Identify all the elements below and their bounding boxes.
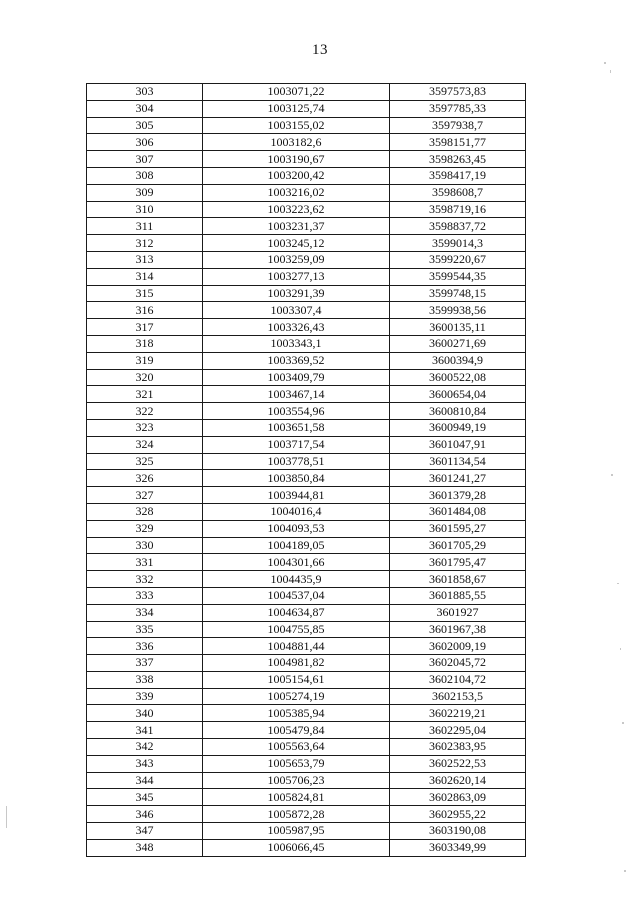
point-number-cell: 330 <box>87 537 203 554</box>
table-row <box>87 335 526 352</box>
y-coordinate-cell: 3602009,19 <box>390 638 526 655</box>
x-coordinate-cell: 1003277,13 <box>203 268 390 285</box>
point-number-cell: 336 <box>87 638 203 655</box>
point-number-cell: 321 <box>87 386 203 403</box>
x-coordinate-cell: 1003467,14 <box>203 386 390 403</box>
x-coordinate-cell: 1003326,43 <box>203 319 390 336</box>
point-number-cell: 328 <box>87 503 203 520</box>
y-coordinate-cell: 3599748,15 <box>390 285 526 302</box>
point-number-cell: 339 <box>87 688 203 705</box>
x-coordinate-cell: 1003554,96 <box>203 403 390 420</box>
table-row <box>87 587 526 604</box>
table-row <box>87 705 526 722</box>
point-number-cell: 341 <box>87 722 203 739</box>
x-coordinate-cell: 1004634,87 <box>203 604 390 621</box>
y-coordinate-cell: 3598417,19 <box>390 167 526 184</box>
point-number-cell: 311 <box>87 218 203 235</box>
x-coordinate-cell: 1004537,04 <box>203 587 390 604</box>
point-number-cell: 332 <box>87 571 203 588</box>
y-coordinate-cell: 3597573,83 <box>390 84 526 101</box>
y-coordinate-cell: 3600654,04 <box>390 386 526 403</box>
y-coordinate-cell: 3600271,69 <box>390 335 526 352</box>
x-coordinate-cell: 1003409,79 <box>203 369 390 386</box>
table-row <box>87 470 526 487</box>
y-coordinate-cell: 3602295,04 <box>390 722 526 739</box>
x-coordinate-cell: 1005872,28 <box>203 806 390 823</box>
table-row <box>87 235 526 252</box>
x-coordinate-cell: 1003071,22 <box>203 84 390 101</box>
y-coordinate-cell: 3601858,67 <box>390 571 526 588</box>
table-row <box>87 503 526 520</box>
point-number-cell: 315 <box>87 285 203 302</box>
point-number-cell: 322 <box>87 403 203 420</box>
point-number-cell: 325 <box>87 453 203 470</box>
scan-speck <box>622 722 624 724</box>
y-coordinate-cell: 3603349,99 <box>390 839 526 856</box>
y-coordinate-cell: 3600522,08 <box>390 369 526 386</box>
point-number-cell: 338 <box>87 671 203 688</box>
x-coordinate-cell: 1004189,05 <box>203 537 390 554</box>
y-coordinate-cell: 3601047,91 <box>390 436 526 453</box>
y-coordinate-cell: 3600810,84 <box>390 403 526 420</box>
point-number-cell: 303 <box>87 84 203 101</box>
point-number-cell: 305 <box>87 117 203 134</box>
x-coordinate-cell: 1005479,84 <box>203 722 390 739</box>
point-number-cell: 347 <box>87 823 203 840</box>
point-number-cell: 307 <box>87 151 203 168</box>
x-coordinate-cell: 1003343,1 <box>203 335 390 352</box>
point-number-cell: 316 <box>87 302 203 319</box>
x-coordinate-cell: 1004981,82 <box>203 655 390 672</box>
x-coordinate-cell: 1003155,02 <box>203 117 390 134</box>
x-coordinate-cell: 1003259,09 <box>203 251 390 268</box>
x-coordinate-cell: 1005385,94 <box>203 705 390 722</box>
y-coordinate-cell: 3603190,08 <box>390 823 526 840</box>
point-number-cell: 310 <box>87 201 203 218</box>
point-number-cell: 309 <box>87 184 203 201</box>
x-coordinate-cell: 1003307,4 <box>203 302 390 319</box>
table-row <box>87 487 526 504</box>
y-coordinate-cell: 3601484,08 <box>390 503 526 520</box>
x-coordinate-cell: 1004093,53 <box>203 520 390 537</box>
y-coordinate-cell: 3598151,77 <box>390 134 526 151</box>
y-coordinate-cell: 3601379,28 <box>390 487 526 504</box>
y-coordinate-cell: 3598608,7 <box>390 184 526 201</box>
table-row <box>87 268 526 285</box>
y-coordinate-cell: 3602522,53 <box>390 755 526 772</box>
table-row <box>87 638 526 655</box>
y-coordinate-cell: 3600949,19 <box>390 419 526 436</box>
point-number-cell: 340 <box>87 705 203 722</box>
table-row <box>87 302 526 319</box>
x-coordinate-cell: 1005274,19 <box>203 688 390 705</box>
table-row <box>87 839 526 856</box>
point-number-cell: 337 <box>87 655 203 672</box>
x-coordinate-cell: 1003190,67 <box>203 151 390 168</box>
y-coordinate-cell: 3601795,47 <box>390 554 526 571</box>
y-coordinate-cell: 3599014,3 <box>390 235 526 252</box>
table-row <box>87 352 526 369</box>
table-row <box>87 436 526 453</box>
x-coordinate-cell: 1003182,6 <box>203 134 390 151</box>
table-row <box>87 419 526 436</box>
scan-speck <box>617 583 619 584</box>
y-coordinate-cell: 3602104,72 <box>390 671 526 688</box>
y-coordinate-cell: 3601705,29 <box>390 537 526 554</box>
scan-speck <box>610 70 611 73</box>
y-coordinate-cell: 3602219,21 <box>390 705 526 722</box>
y-coordinate-cell: 3599220,67 <box>390 251 526 268</box>
point-number-cell: 323 <box>87 419 203 436</box>
table-row <box>87 621 526 638</box>
point-number-cell: 334 <box>87 604 203 621</box>
table-row <box>87 739 526 756</box>
point-number-cell: 320 <box>87 369 203 386</box>
point-number-cell: 342 <box>87 739 203 756</box>
x-coordinate-cell: 1003245,12 <box>203 235 390 252</box>
y-coordinate-cell: 3600394,9 <box>390 352 526 369</box>
x-coordinate-cell: 1003291,39 <box>203 285 390 302</box>
scan-speck <box>620 648 621 650</box>
x-coordinate-cell: 1003200,42 <box>203 167 390 184</box>
table-row <box>87 403 526 420</box>
point-number-cell: 314 <box>87 268 203 285</box>
table-row <box>87 117 526 134</box>
point-number-cell: 304 <box>87 100 203 117</box>
y-coordinate-cell: 3599938,56 <box>390 302 526 319</box>
table-row <box>87 134 526 151</box>
x-coordinate-cell: 1004016,4 <box>203 503 390 520</box>
x-coordinate-cell: 1005563,64 <box>203 739 390 756</box>
y-coordinate-cell: 3602620,14 <box>390 772 526 789</box>
scan-speck <box>604 62 606 64</box>
y-coordinate-cell: 3598263,45 <box>390 151 526 168</box>
x-coordinate-cell: 1004435,9 <box>203 571 390 588</box>
x-coordinate-cell: 1003369,52 <box>203 352 390 369</box>
page-number: 13 <box>312 42 328 58</box>
x-coordinate-cell: 1003216,02 <box>203 184 390 201</box>
x-coordinate-cell: 1003223,62 <box>203 201 390 218</box>
x-coordinate-cell: 1003231,37 <box>203 218 390 235</box>
point-number-cell: 324 <box>87 436 203 453</box>
y-coordinate-cell: 3601241,27 <box>390 470 526 487</box>
point-number-cell: 327 <box>87 487 203 504</box>
table-row <box>87 772 526 789</box>
table-row <box>87 251 526 268</box>
x-coordinate-cell: 1005154,61 <box>203 671 390 688</box>
x-coordinate-cell: 1005987,95 <box>203 823 390 840</box>
point-number-cell: 348 <box>87 839 203 856</box>
point-number-cell: 331 <box>87 554 203 571</box>
y-coordinate-cell: 3601927 <box>390 604 526 621</box>
y-coordinate-cell: 3601595,27 <box>390 520 526 537</box>
point-number-cell: 335 <box>87 621 203 638</box>
point-number-cell: 326 <box>87 470 203 487</box>
table-row <box>87 167 526 184</box>
y-coordinate-cell: 3598719,16 <box>390 201 526 218</box>
table-row <box>87 369 526 386</box>
table-row <box>87 319 526 336</box>
point-number-cell: 308 <box>87 167 203 184</box>
y-coordinate-cell: 3601134,54 <box>390 453 526 470</box>
scan-speck <box>6 806 7 828</box>
x-coordinate-cell: 1003850,84 <box>203 470 390 487</box>
point-number-cell: 319 <box>87 352 203 369</box>
coordinates-table-body <box>87 84 526 857</box>
table-row <box>87 655 526 672</box>
x-coordinate-cell: 1004755,85 <box>203 621 390 638</box>
y-coordinate-cell: 3601967,38 <box>390 621 526 638</box>
scan-speck <box>611 474 613 476</box>
point-number-cell: 346 <box>87 806 203 823</box>
point-number-cell: 318 <box>87 335 203 352</box>
table-row <box>87 755 526 772</box>
point-number-cell: 333 <box>87 587 203 604</box>
x-coordinate-cell: 1004301,66 <box>203 554 390 571</box>
x-coordinate-cell: 1003125,74 <box>203 100 390 117</box>
x-coordinate-cell: 1003717,54 <box>203 436 390 453</box>
y-coordinate-cell: 3602153,5 <box>390 688 526 705</box>
y-coordinate-cell: 3602863,09 <box>390 789 526 806</box>
y-coordinate-cell: 3598837,72 <box>390 218 526 235</box>
point-number-cell: 313 <box>87 251 203 268</box>
point-number-cell: 312 <box>87 235 203 252</box>
point-number-cell: 306 <box>87 134 203 151</box>
x-coordinate-cell: 1005653,79 <box>203 755 390 772</box>
y-coordinate-cell: 3602045,72 <box>390 655 526 672</box>
point-number-cell: 345 <box>87 789 203 806</box>
table-row <box>87 722 526 739</box>
x-coordinate-cell: 1003944,81 <box>203 487 390 504</box>
table-row <box>87 671 526 688</box>
y-coordinate-cell: 3600135,11 <box>390 319 526 336</box>
table-row <box>87 604 526 621</box>
point-number-cell: 329 <box>87 520 203 537</box>
x-coordinate-cell: 1006066,45 <box>203 839 390 856</box>
y-coordinate-cell: 3602383,95 <box>390 739 526 756</box>
table-row <box>87 386 526 403</box>
table-row <box>87 537 526 554</box>
table-row <box>87 520 526 537</box>
point-number-cell: 317 <box>87 319 203 336</box>
x-coordinate-cell: 1005824,81 <box>203 789 390 806</box>
table-row <box>87 151 526 168</box>
table-row <box>87 806 526 823</box>
table-row <box>87 285 526 302</box>
table-row <box>87 218 526 235</box>
scan-speck <box>624 870 626 872</box>
table-row <box>87 84 526 101</box>
table-row <box>87 100 526 117</box>
table-row <box>87 184 526 201</box>
y-coordinate-cell: 3602955,22 <box>390 806 526 823</box>
table-row <box>87 688 526 705</box>
table-row <box>87 453 526 470</box>
table-row <box>87 554 526 571</box>
x-coordinate-cell: 1003778,51 <box>203 453 390 470</box>
table-row <box>87 201 526 218</box>
point-number-cell: 343 <box>87 755 203 772</box>
x-coordinate-cell: 1005706,23 <box>203 772 390 789</box>
y-coordinate-cell: 3601885,55 <box>390 587 526 604</box>
y-coordinate-cell: 3597938,7 <box>390 117 526 134</box>
x-coordinate-cell: 1004881,44 <box>203 638 390 655</box>
table-row <box>87 789 526 806</box>
point-number-cell: 344 <box>87 772 203 789</box>
x-coordinate-cell: 1003651,58 <box>203 419 390 436</box>
y-coordinate-cell: 3597785,33 <box>390 100 526 117</box>
table-row <box>87 823 526 840</box>
coordinates-table <box>86 83 526 857</box>
y-coordinate-cell: 3599544,35 <box>390 268 526 285</box>
table-row <box>87 571 526 588</box>
